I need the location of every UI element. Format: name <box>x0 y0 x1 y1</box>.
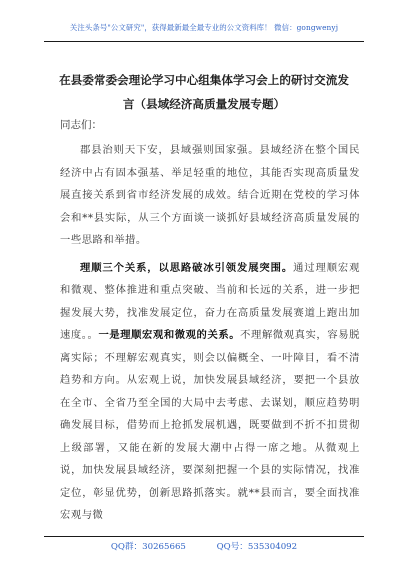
subpoint-heading: 一是理顺宏观和微观的关系。 <box>98 329 241 341</box>
subpoint-text: 不理解微观真实，容易脱离实际；不理解宏观真实，则会以偏概全、一叶障目，看不清趋势和方向。从宏观上说，加快发展县域经济，要把一个县放在全市、全省乃至全国的大局中去考虑、去谋划，顺应趋势明确发展目标，借势而上抢抓发展机遇，既要做到不折不扣贯彻上级部署，又能在新的发展大潮中占得一席之地。从微观上说，加快发展县域经济，要深刻把握一个县的实际情况，找准定位，彰显优势，创新思路抓落实。就**县而言，要全面找准宏观与微 <box>60 329 360 521</box>
paragraph-relations <box>60 257 360 527</box>
footer-qq-number: QQ号：535304092 <box>216 542 298 552</box>
paragraph-text: 通过理顺宏观和微观、整体推进和重点突破、当前和长远的关系，进一步把握发展大势，找准发展定位，奋力在高质量发展赛道上跑出加速度。。 <box>60 261 360 341</box>
paragraph-intro: 郡县治则天下安，县域强则国家强。县域经济在整个国民经济中占有固本强基、举足轻重的地位，其能否实现高质量发展直接关系到省市经济发展的成效。结合近期在党校的学习体会和**县实际，从三个方面谈一谈抓好县域经济高质量发展的一些思路和举措。 <box>60 144 360 246</box>
footer-qq-group: QQ群：30265665 <box>110 542 186 552</box>
document-body <box>60 139 360 527</box>
paragraph-heading: 理顺三个关系，以思路破冰引领发展突围。 <box>80 261 294 274</box>
salutation: 同志们： <box>60 119 102 131</box>
header-promo-text: 关注头条号"公文研究"，获得最新最全最专业的公文资料库！ 微信：gongwenyj <box>69 23 339 32</box>
footer-divider <box>44 536 364 537</box>
title-line-1: 在县委常委会理论学习中心组集体学习会上的研讨交流发 <box>59 73 349 87</box>
title-line-2: 言（县域经济高质量发展专题） <box>122 97 286 111</box>
header-divider <box>44 41 364 42</box>
footer-contact <box>0 540 408 552</box>
document-title <box>44 68 364 116</box>
